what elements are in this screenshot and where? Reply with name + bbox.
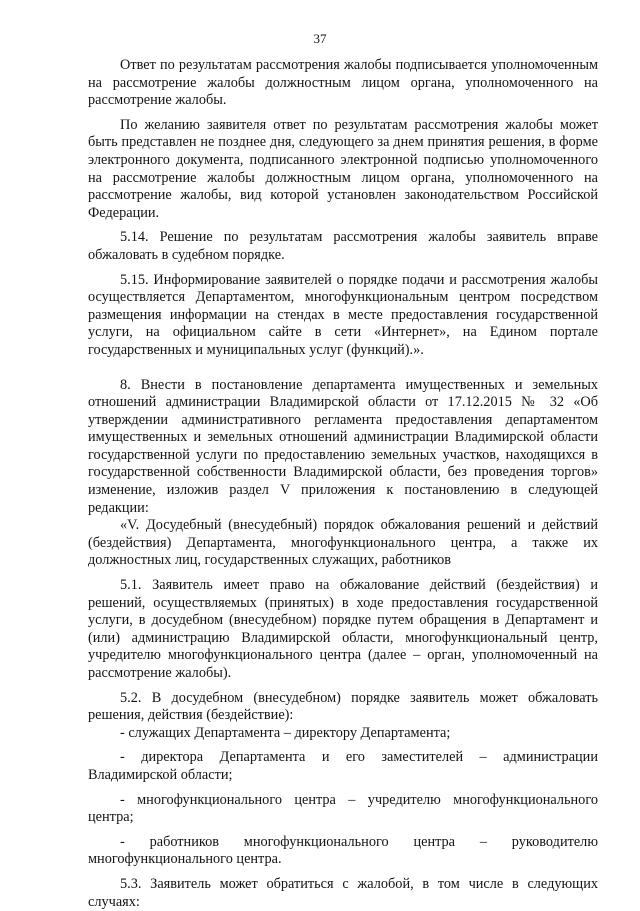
list-item-dept-director: - директора Департамента и его заместителей – администрации Владимирской области; [88, 749, 598, 783]
paragraph-5-2: 5.2. В досудебном (внесудебном) порядке заявитель может обжаловать решения, действия (бездействие): [88, 689, 598, 724]
list-item-mfc-workers: - работников многофункционального центра – руководителю многофункционального центра. [88, 833, 598, 868]
section-v-heading: «V. Досудебный (внесудебный) порядок обжалования решений и действий (бездействия) Департамента, многофункционального центра, а также их должностных лиц, государственных служащих, работников [88, 517, 598, 569]
paragraph-5-1: 5.1. Заявитель имеет право на обжалование действий (бездействия) и решений, осуществляемых (принятых) в ходе предоставления государственной услуги, в досудебном (внесудебном) порядке путем обращения в Департамент и (или) администрацию Владимирской области, многофункциональный центр, учредителю многофункционального центра (далее – орган, уполномоченный на рассмотрение жалобы). [88, 577, 598, 681]
page-number: 37 [313, 31, 327, 46]
list-item-mfc: - многофункционального центра – учредителю многофункционального центра; [88, 791, 598, 826]
document-body [88, 57, 598, 911]
paragraph-electronic-answer: По желанию заявителя ответ по результатам рассмотрения жалобы может быть представлен не позднее дня, следующего за днем принятия решения, в форме электронного документа, подписанного электронной подписью уполномоченного на рассмотрение жалобы должностным лицом органа, уполномоченного на рассмотрение жалобы, вид которой установлен законодательством Российской Федерации. [88, 116, 598, 221]
paragraph-5-14: 5.14. Решение по результатам рассмотрения жалобы заявитель вправе обжаловать в судебном порядке. [88, 229, 598, 263]
paragraph-5-3: 5.3. Заявитель может обратиться с жалобой, в том числе в следующих случаях: [88, 875, 598, 910]
paragraph-5-15: 5.15. Информирование заявителей о порядке подачи и рассмотрения жалобы осуществляется Департаментом, многофункциональным центром посредством размещения информации на стендах в месте предоставления государственной услуги, на официальном сайте в сети «Интернет», на Едином портале государственных и муниципальных услуг (функций).». [88, 271, 598, 358]
list-item-dept-staff: - служащих Департамента – директору Департамента; [120, 724, 451, 741]
paragraph-answer-signing: Ответ по результатам рассмотрения жалобы подписывается уполномоченным на рассмотрение жалобы должностным лицом органа, уполномоченного на рассмотрение жалобы. [88, 57, 598, 109]
paragraph-8-amendment: 8. Внести в постановление департамента имущественных и земельных отношений администрации Владимирской области от 17.12.2015 № 32 «Об утверждении административного регламента предоставления департаментом имущественных и земельных отношений администрации Владимирской области государственной услуги по предоставлению земельных участков, находящихся в государственной собственности Владимирской области, без проведения торгов» изменение, изложив раздел V приложения к постановлению в следующей редакции: [88, 376, 598, 516]
